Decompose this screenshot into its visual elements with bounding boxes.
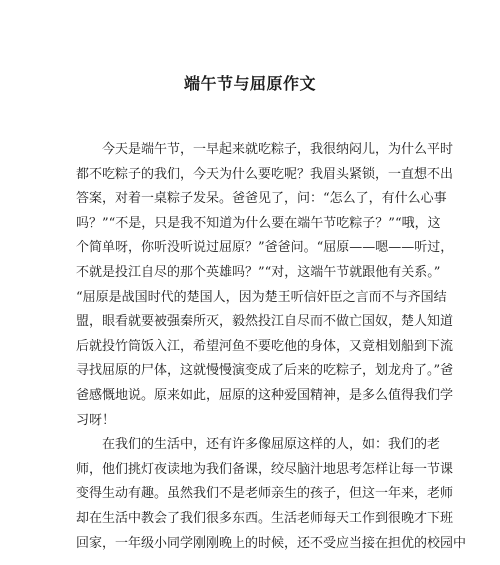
text-line: 在我们的生活中，还有许多像屈原这样的人，如：我们的老 <box>102 437 441 453</box>
text-line: 答案，对着一桌粽子发呆。爸爸见了，问：“怎么了，有什么心事 <box>76 191 447 207</box>
text-line: 却在生活中教会了我们很多东西。生活老师每天工作到很晚才下班 <box>76 510 454 526</box>
text-line: 今天是端午节，一早起来就吃粽子，我很纳闷儿，为什么平时 <box>102 142 454 157</box>
text-line: 吗？”“不是，只是我不知道为什么要在端午节吃粽子？”“哦，这 <box>76 215 441 231</box>
text-line: 个简单呀，你听没听说过屈原？”爸爸问。“屈原——嗯——听过， <box>76 240 454 256</box>
document-title: 端午节与屈原作文 <box>183 74 316 93</box>
text-line: 习呀！ <box>76 412 116 428</box>
text-line: 师，他们挑灯夜读地为我们备课，绞尽脑汁地思考怎样让每一节课 <box>76 461 454 477</box>
text-line: 爸感慨地说。原来如此，屈原的这种爱国精神，是多么值得我们学 <box>76 387 454 403</box>
text-line: 盟，眼看就要被强秦所灭，毅然投江自尽而不做亡国奴，楚人知道 <box>76 314 454 330</box>
text-line: 后就投竹筒饭入江，希望河鱼不要吃他的身体，又竟相划船到下流 <box>76 338 454 354</box>
text-line: 都不吃粽子的我们，今天为什么要吃呢？我眉头紧锁，一直想不出 <box>76 166 454 182</box>
text-line: “屈原是战国时代的楚国人，因为楚王听信奸臣之言而不与齐国结 <box>76 289 447 305</box>
text-line: 不就是投江自尽的那个英雄吗？”“对，这端午节就跟他有关系。” <box>76 264 441 280</box>
text-line: 变得生动有趣。虽然我们不是老师亲生的孩子，但这一年来，老师 <box>76 486 454 502</box>
text-line: 寻找屈原的尸体，这就慢慢演变成了后来的吃粽子，划龙舟了。”爸 <box>76 363 454 379</box>
text-line: 回家，一年级小同学刚刚晚上的时候，还不受应当接在担优的校园中 <box>76 535 467 551</box>
document-body <box>76 138 467 556</box>
